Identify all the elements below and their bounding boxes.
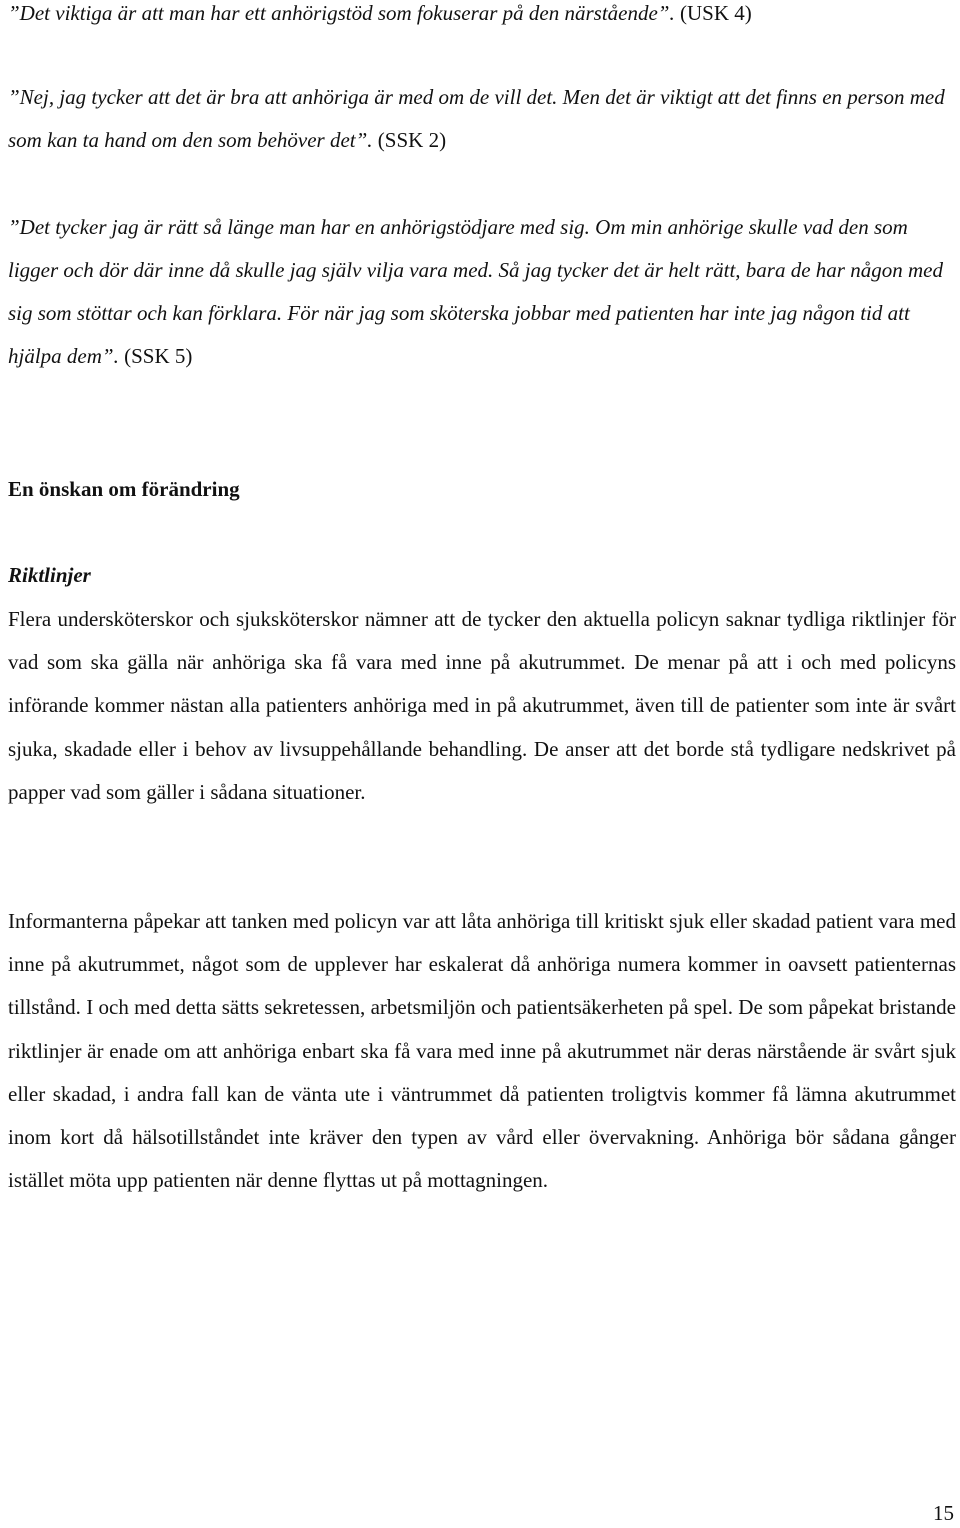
quote-text: ”Det tycker jag är rätt så länge man har en anhörigstödjare med sig. Om min anhörige skulle vad den som ligger och dör där inne då skulle jag själv vilja vara med. Så jag tycker det är helt rätt, bara de har någon med sig som stöttar och kan förklara. För när jag som sköterska jobbar med patienten har inte jag någon tid att hjälpa dem”. (8, 215, 943, 368)
quote-reference: (SSK 2) (372, 128, 447, 152)
interview-quote-2 (8, 76, 956, 162)
section-subheading: Riktlinjer (8, 563, 91, 587)
body-paragraph-2: Informanterna påpekar att tanken med policyn var att låta anhöriga till kritiskt sjuk eller skadad patient vara med inne på akutrummet, något som de upplever har eskalerat då anhöriga numera kommer in oavsett patienternas tillstånd. I och med detta sätts sekretessen, arbetsmiljön och patientsäkerheten på spel. De som påpekat bristande riktlinjer är enade om att anhöriga enbart ska få vara med inne på akutrummet när deras närstående är svårt sjuk eller skadad, i andra fall kan de vänta ute i väntrummet då patienten troligtvis kommer få lämna akutrummet inom kort då hälsotillståndet inte kräver den typen av vård eller övervakning. Anhöriga bör sådana gånger istället möta upp patienten när denne flyttas ut på mottagningen. (8, 909, 956, 1193)
page-number: 15 (933, 1501, 954, 1525)
quote-reference: (SSK 5) (118, 344, 193, 368)
interview-quote-3 (8, 206, 956, 378)
quote-text: ”Det viktiga är att man har ett anhörigstöd som fokuserar på den närstående”. (8, 1, 675, 25)
quote-text: ”Nej, jag tycker att det är bra att anhöriga är med om de vill det. Men det är viktigt att det finns en person med som kan ta hand om den som behöver det”. (8, 85, 945, 152)
body-paragraph-1: Flera undersköterskor och sjuksköterskor nämner att de tycker den aktuella policyn saknar tydliga riktlinjer för vad som ska gälla när anhöriga ska få vara med inne på akutrummet. De menar på att i och med policyns införande kommer nästan alla patienters anhöriga med in på akutrummet, även till de patienter som inte är svårt sjuka, skadade eller i behov av livsuppehållande behandling. De anser att det borde stå tydligare nedskrivet på papper vad som gäller i sådana situationer. (8, 607, 956, 804)
interview-quote-1 (8, 0, 956, 35)
section-heading: En önskan om förändring (8, 477, 240, 501)
quote-reference: (USK 4) (674, 1, 752, 25)
